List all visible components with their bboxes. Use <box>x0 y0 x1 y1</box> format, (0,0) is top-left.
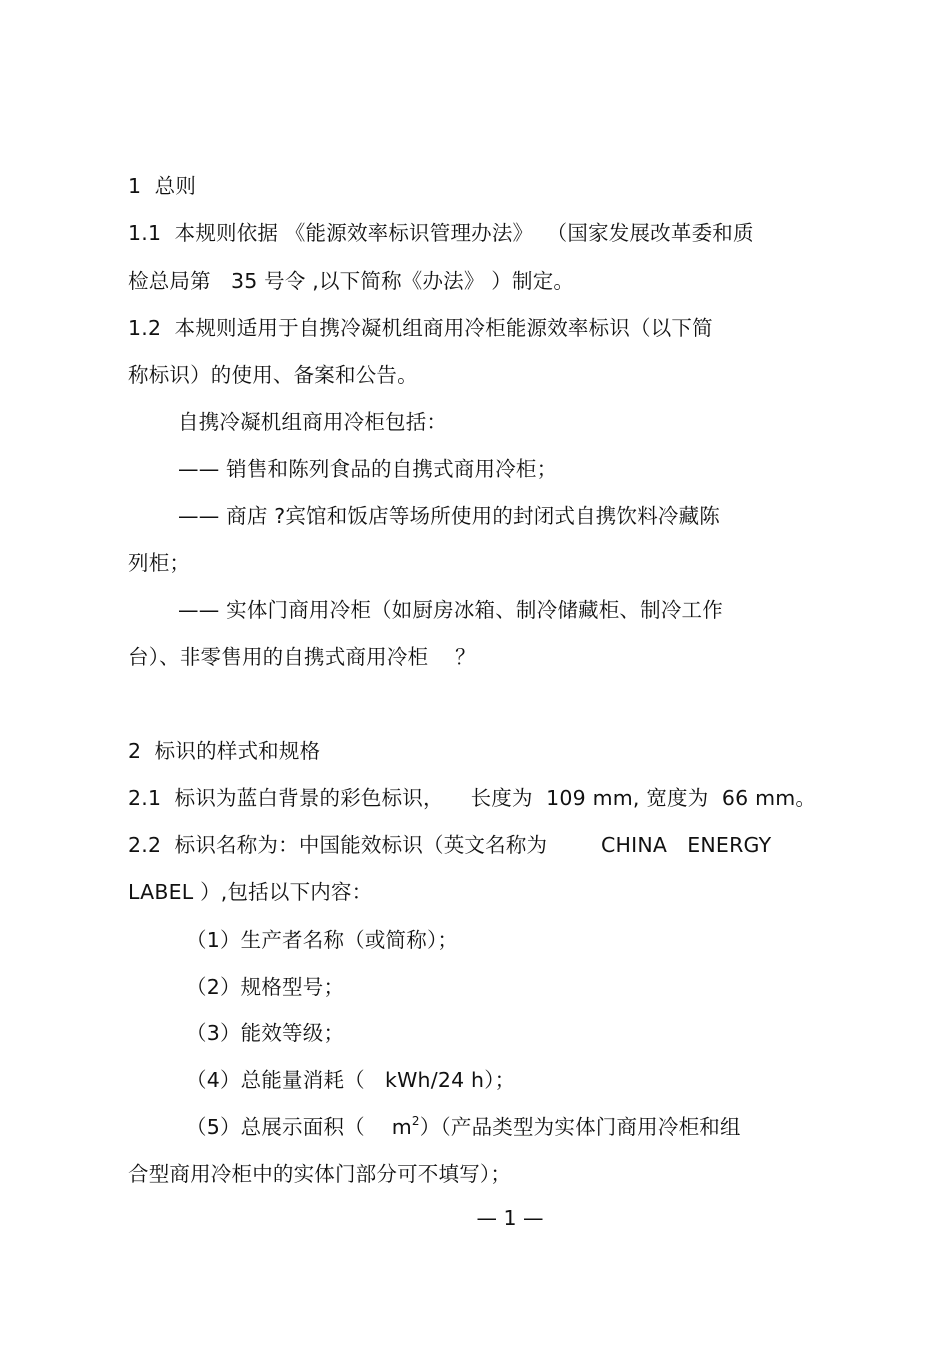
scope-item-2-line-1: —— 商店 ?宾馆和饭店等场所使用的封闭式自携饮料冷藏陈 <box>178 504 721 528</box>
scope-item-3-line-1: —— 实体门商用冷柜（如厨房冰箱、制冷储藏柜、制冷工作 <box>178 598 723 622</box>
scope-item-3-line-2: 台）、非零售用的自携式商用冷柜 ？ <box>128 645 476 669</box>
paragraph-1-1-line-2: 检总局第 35 号令 ,以下简称《办法》 ）制定。 <box>128 269 575 293</box>
label-content-item-3: （3）能效等级； <box>186 1021 345 1045</box>
section-2-heading: 2 标识的样式和规格 <box>128 739 321 763</box>
paragraph-2-1: 2.1 标识为蓝白背景的彩色标识， 长度为 109 mm, 宽度为 66 mm。 <box>128 786 817 810</box>
page-number: — 1 — <box>476 1206 544 1230</box>
paragraph-1-2-line-1: 1.2 本规则适用于自携冷凝机组商用冷柜能源效率标识（以下简 <box>128 316 713 340</box>
item-5-text-b: ）（产品类型为实体门商用冷柜和组 <box>419 1115 741 1139</box>
scope-intro: 自携冷凝机组商用冷柜包括： <box>178 410 448 434</box>
scope-item-2-line-2: 列柜； <box>128 551 191 575</box>
scope-item-1: —— 销售和陈列食品的自携式商用冷柜； <box>178 457 558 481</box>
superscript-2: 2 <box>411 1114 420 1128</box>
paragraph-2-2-line-1: 2.2 标识名称为：中国能效标识（英文名称为 CHINA ENERGY <box>128 833 772 857</box>
label-content-item-5-line-2: 合型商用冷柜中的实体门部分可不填写）； <box>128 1162 512 1186</box>
paragraph-2-2-line-2: LABEL ）,包括以下内容： <box>128 880 373 904</box>
paragraph-1-2-line-2: 称标识）的使用、备案和公告。 <box>128 363 418 387</box>
page-number-footer <box>0 1204 950 1232</box>
label-content-item-2: （2）规格型号； <box>186 975 345 999</box>
paragraph-1-1-line-1: 1.1 本规则依据 《能源效率标识管理办法》 （国家发展改革委和质 <box>128 221 754 245</box>
label-content-item-5-line-1 <box>186 1113 741 1141</box>
section-1-heading: 1 总则 <box>128 174 197 198</box>
label-content-item-1: （1）生产者名称（或简称）； <box>186 928 459 952</box>
label-content-item-4: （4）总能量消耗（ kWh/24 h）； <box>186 1068 516 1092</box>
item-5-text-a: （5）总展示面积（ m <box>186 1115 412 1139</box>
